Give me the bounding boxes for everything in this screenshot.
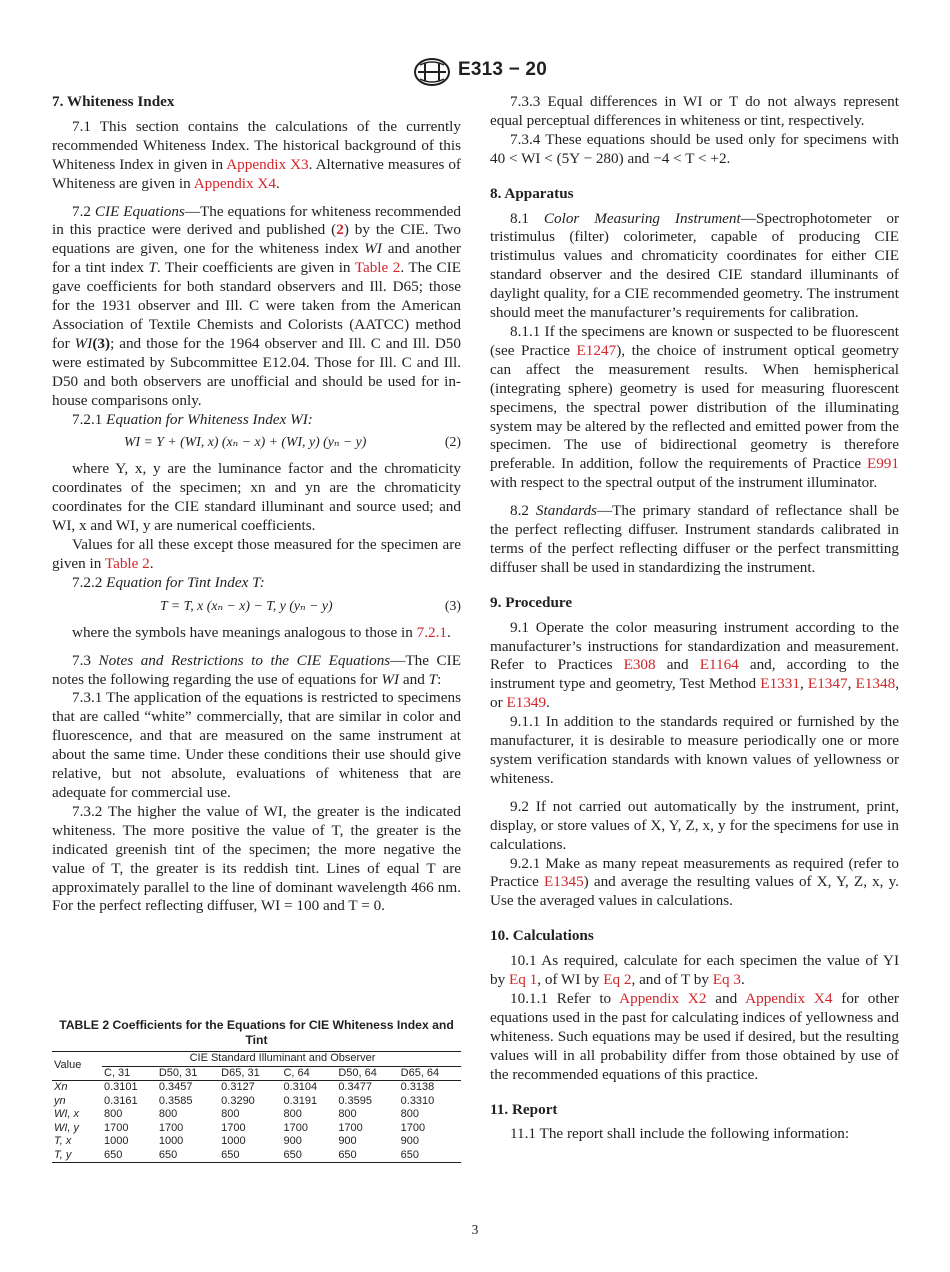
para-where-1: where Y, x, y are the luminance factor and the chromaticity coordinates of the specimen; xn and yn are the chromaticity coordinates for the CIE standard illuminant and source used; and WI, x and WI, y are numerical coefficients.	[52, 460, 461, 535]
para-7-3-3: 7.3.3 Equal differences in WI or T do not always represent equal perceptual differences in whiteness or tint, respectively.	[490, 93, 899, 129]
table-row: WI, y 1700 1700 1700 1700 1700 1700	[54, 1121, 426, 1134]
para-7-3-1: 7.3.1 The application of the equations is restricted to specimens that are called “white” commercially, that are similar in color and fluorescence, and that are measured on the same instrument at about the same time. Under these conditions their use should give relative, but not absolute, evaluations of whiteness that are adequate for commercial use.	[52, 689, 461, 801]
link-eq-3[interactable]: Eq 3	[712, 971, 742, 989]
link-e991[interactable]: E991	[866, 455, 899, 473]
para-9-2-1: 9.2.1 Make as many repeat measurements as required (refer to Practice E1345) and average the resulting values of X, Y, Z, x, y. Use the averaged values in calculations.	[490, 854, 899, 910]
link-e1349[interactable]: E1349	[506, 694, 547, 712]
para-values: Values for all these except those measured for the specimen are given in Table 2.	[52, 536, 461, 572]
page-header	[0, 57, 950, 87]
para-7-1: 7.1 This section contains the calculations of the currently recommended Whiteness Index. The historical background of this Whiteness Index in given in Appendix X3. Alternative measures of Whiteness are given in Appendix X4.	[52, 117, 461, 192]
table-2	[52, 1051, 461, 1163]
table-row: yn 0.3161 0.3585 0.3290 0.3191 0.3595 0.3310	[54, 1094, 435, 1107]
right-column	[490, 93, 899, 1144]
ref-2-link[interactable]: 2	[336, 221, 344, 239]
link-e1347[interactable]: E1347	[807, 675, 848, 693]
para-7-3: 7.3 Notes and Restrictions to the CIE Equations—The CIE notes the following regarding the use of equations for WI and T:	[52, 651, 462, 688]
table-2-caption: TABLE 2 Coefficients for the Equations for CIE Whiteness Index and Tint	[59, 1018, 454, 1047]
para-8-1: 8.1 Color Measuring Instrument—Spectrophotometer or tristimulus (filter) colorimeter, capable of producing CIE tristimulus values and chromaticity coordinates for either CIE standard observer and the desired CIE standard illuminants of daylight quality, for a CIE recommended geometry. The instrument should meet the manufacturer’s requirements for calibration.	[490, 209, 900, 322]
link-e1348[interactable]: E1348	[855, 675, 896, 693]
link-e1345[interactable]: E1345	[544, 873, 584, 891]
group-header: CIE Standard Illuminant and Observer	[102, 1052, 461, 1067]
table-row: T, y 650 650 650 650 650 650	[52, 1149, 461, 1163]
col-header: D50, 64	[336, 1066, 398, 1081]
para-11-1: 11.1 The report shall include the following information:	[510, 1125, 850, 1143]
table-row: WI, x 800 800 800 800 800 800	[54, 1108, 419, 1120]
equation-3: T = T, x (xₙ − x) − T, y (yₙ − y) (3)	[160, 597, 461, 613]
link-e1247[interactable]: E1247	[576, 341, 617, 359]
link-eq-1[interactable]: Eq 1	[508, 971, 538, 989]
left-column	[52, 93, 461, 916]
link-e1331[interactable]: E1331	[760, 675, 800, 693]
section-8-heading: 8. Apparatus	[490, 184, 574, 202]
para-8-2: 8.2 Standards—The primary standard of reflectance shall be the perfect reflecting diffuser. Instrument standards calibrated in terms of the perfect reflecting diffuser or the perfect transmitting diffuser shall be used in standardizing the instrument.	[490, 502, 900, 576]
link-appendix-x4b[interactable]: Appendix X4	[745, 989, 833, 1007]
link-table-2b[interactable]: Table 2	[104, 554, 150, 572]
link-e308[interactable]: E308	[623, 656, 656, 674]
para-7-2-1: 7.2.1 Equation for Whiteness Index WI:	[72, 410, 313, 428]
astm-logo-icon	[412, 57, 452, 87]
para-9-2: 9.2 If not carried out automatically by the instrument, print, display, or store values of X, Y, Z, x, y for the specimens for use in calculations.	[490, 797, 899, 853]
link-eq-2[interactable]: Eq 2	[603, 971, 632, 989]
table-row: Xn 0.3101 0.3457 0.3127 0.3104 0.3477 0.3138	[54, 1081, 435, 1093]
para-9-1-1: 9.1.1 In addition to the standards required or furnished by the manufacturer, it is desirable to measure periodically one or more system verification standards with known values of yellowness or whiteness.	[490, 713, 899, 787]
para-7-2-2: 7.2.2 Equation for Tint Index T:	[72, 573, 265, 591]
link-appendix-x2[interactable]: Appendix X2	[619, 989, 707, 1007]
para-7-3-4: 7.3.4 These equations should be used only for specimens with 40 < WI < (5Y − 280) and −4 < T < +2.	[490, 130, 899, 167]
para-where-2: where the symbols have meanings analogous to those in 7.2.1.	[72, 623, 451, 641]
col-header: D65, 31	[219, 1066, 281, 1081]
para-10-1-1: 10.1.1 Refer to Appendix X2 and Appendix X4 for other equations used in the past for calculating indices of yellowness and whiteness. Such equations may be used if desired, but the resulting values will in all probability differ from those obtained by use of the recommended equations of this practice.	[490, 989, 899, 1083]
para-7-2: 7.2 CIE Equations—The equations for whiteness recommended in this practice were derived and published (2) by the CIE. Two equations are given, one for the whiteness index WI and another for a tint index T. Their coefficients are given in Table 2. The CIE gave coefficients for both standard observers and Ill. D65; those for the 1931 observer and Ill. C were taken from the American Association of Textile Chemists and Colorists (AATCC) method for WI(3); and those for the 1964 observer and Ill. C and Ill. D50 were estimated by Subcommittee E12.04. Those for Ill. C and Ill. D50 and both observers are unofficial and should be used for in-house comparisons only.	[52, 202, 462, 409]
col-header: D65, 64	[399, 1066, 461, 1081]
equation-2: WI = Y + (WI, x) (xₙ − x) + (WI, y) (yₙ − y) (2)	[124, 434, 461, 450]
link-table-2[interactable]: Table 2	[354, 259, 401, 277]
col-header: C, 31	[102, 1066, 157, 1081]
col-header: C, 64	[281, 1066, 336, 1081]
standard-designation: E313 − 20	[458, 59, 547, 80]
section-11-heading: 11. Report	[490, 1100, 558, 1118]
table-row: T, x 1000 1000 1000 900 900 900	[54, 1135, 419, 1147]
link-appendix-x3[interactable]: Appendix X3	[226, 155, 309, 173]
link-e1164[interactable]: E1164	[699, 656, 739, 674]
para-7-3-2: 7.3.2 The higher the value of WI, the greater is the indicated whiteness. The more positive the value of T, the greater is the indicated greenish tint of the specimen; the more negative the value of T, the greater is its reddish tint. Lines of equal T are approximately parallel to the line of dominant wavelength 466 nm. For the perfect reflecting diffuser, WI = 100 and T = 0.	[52, 802, 461, 915]
section-10-heading: 10. Calculations	[490, 927, 594, 945]
para-8-1-1: 8.1.1 If the specimens are known or suspected to be fluorescent (see Practice E1247), the choice of instrument optical geometry can affect the measurement results. When hemispherical (integrating sphere) geometry is used for measuring fluorescent specimens, the spectral power distribution of the illuminating system may be altered by the reflected and emitted power from the specimen. The use of bidirectional geometry is therefore preferable. In addition, follow the requirements of Practice E991 with respect to the spectral output of the instrument illuminator.	[490, 322, 900, 492]
value-header: Value	[52, 1052, 102, 1081]
link-7-2-1[interactable]: 7.2.1	[416, 623, 447, 641]
section-7-heading: 7. Whiteness Index	[52, 93, 175, 110]
page-number: 3	[471, 1222, 479, 1237]
para-10-1: 10.1 As required, calculate for each specimen the value of YI by Eq 1, of WI by Eq 2, and of T by Eq 3.	[490, 952, 899, 989]
link-appendix-x4[interactable]: Appendix X4	[193, 174, 276, 192]
section-9-heading: 9. Procedure	[490, 593, 573, 611]
col-header: D50, 31	[157, 1066, 219, 1081]
para-9-1: 9.1 Operate the color measuring instrument according to the manufacturer’s instructions for standardization and measurement. Refer to Practices E308 and E1164 and, according to the instrument type and geometry, Test Method E1331, E1347, E1348, or E1349.	[490, 618, 900, 712]
